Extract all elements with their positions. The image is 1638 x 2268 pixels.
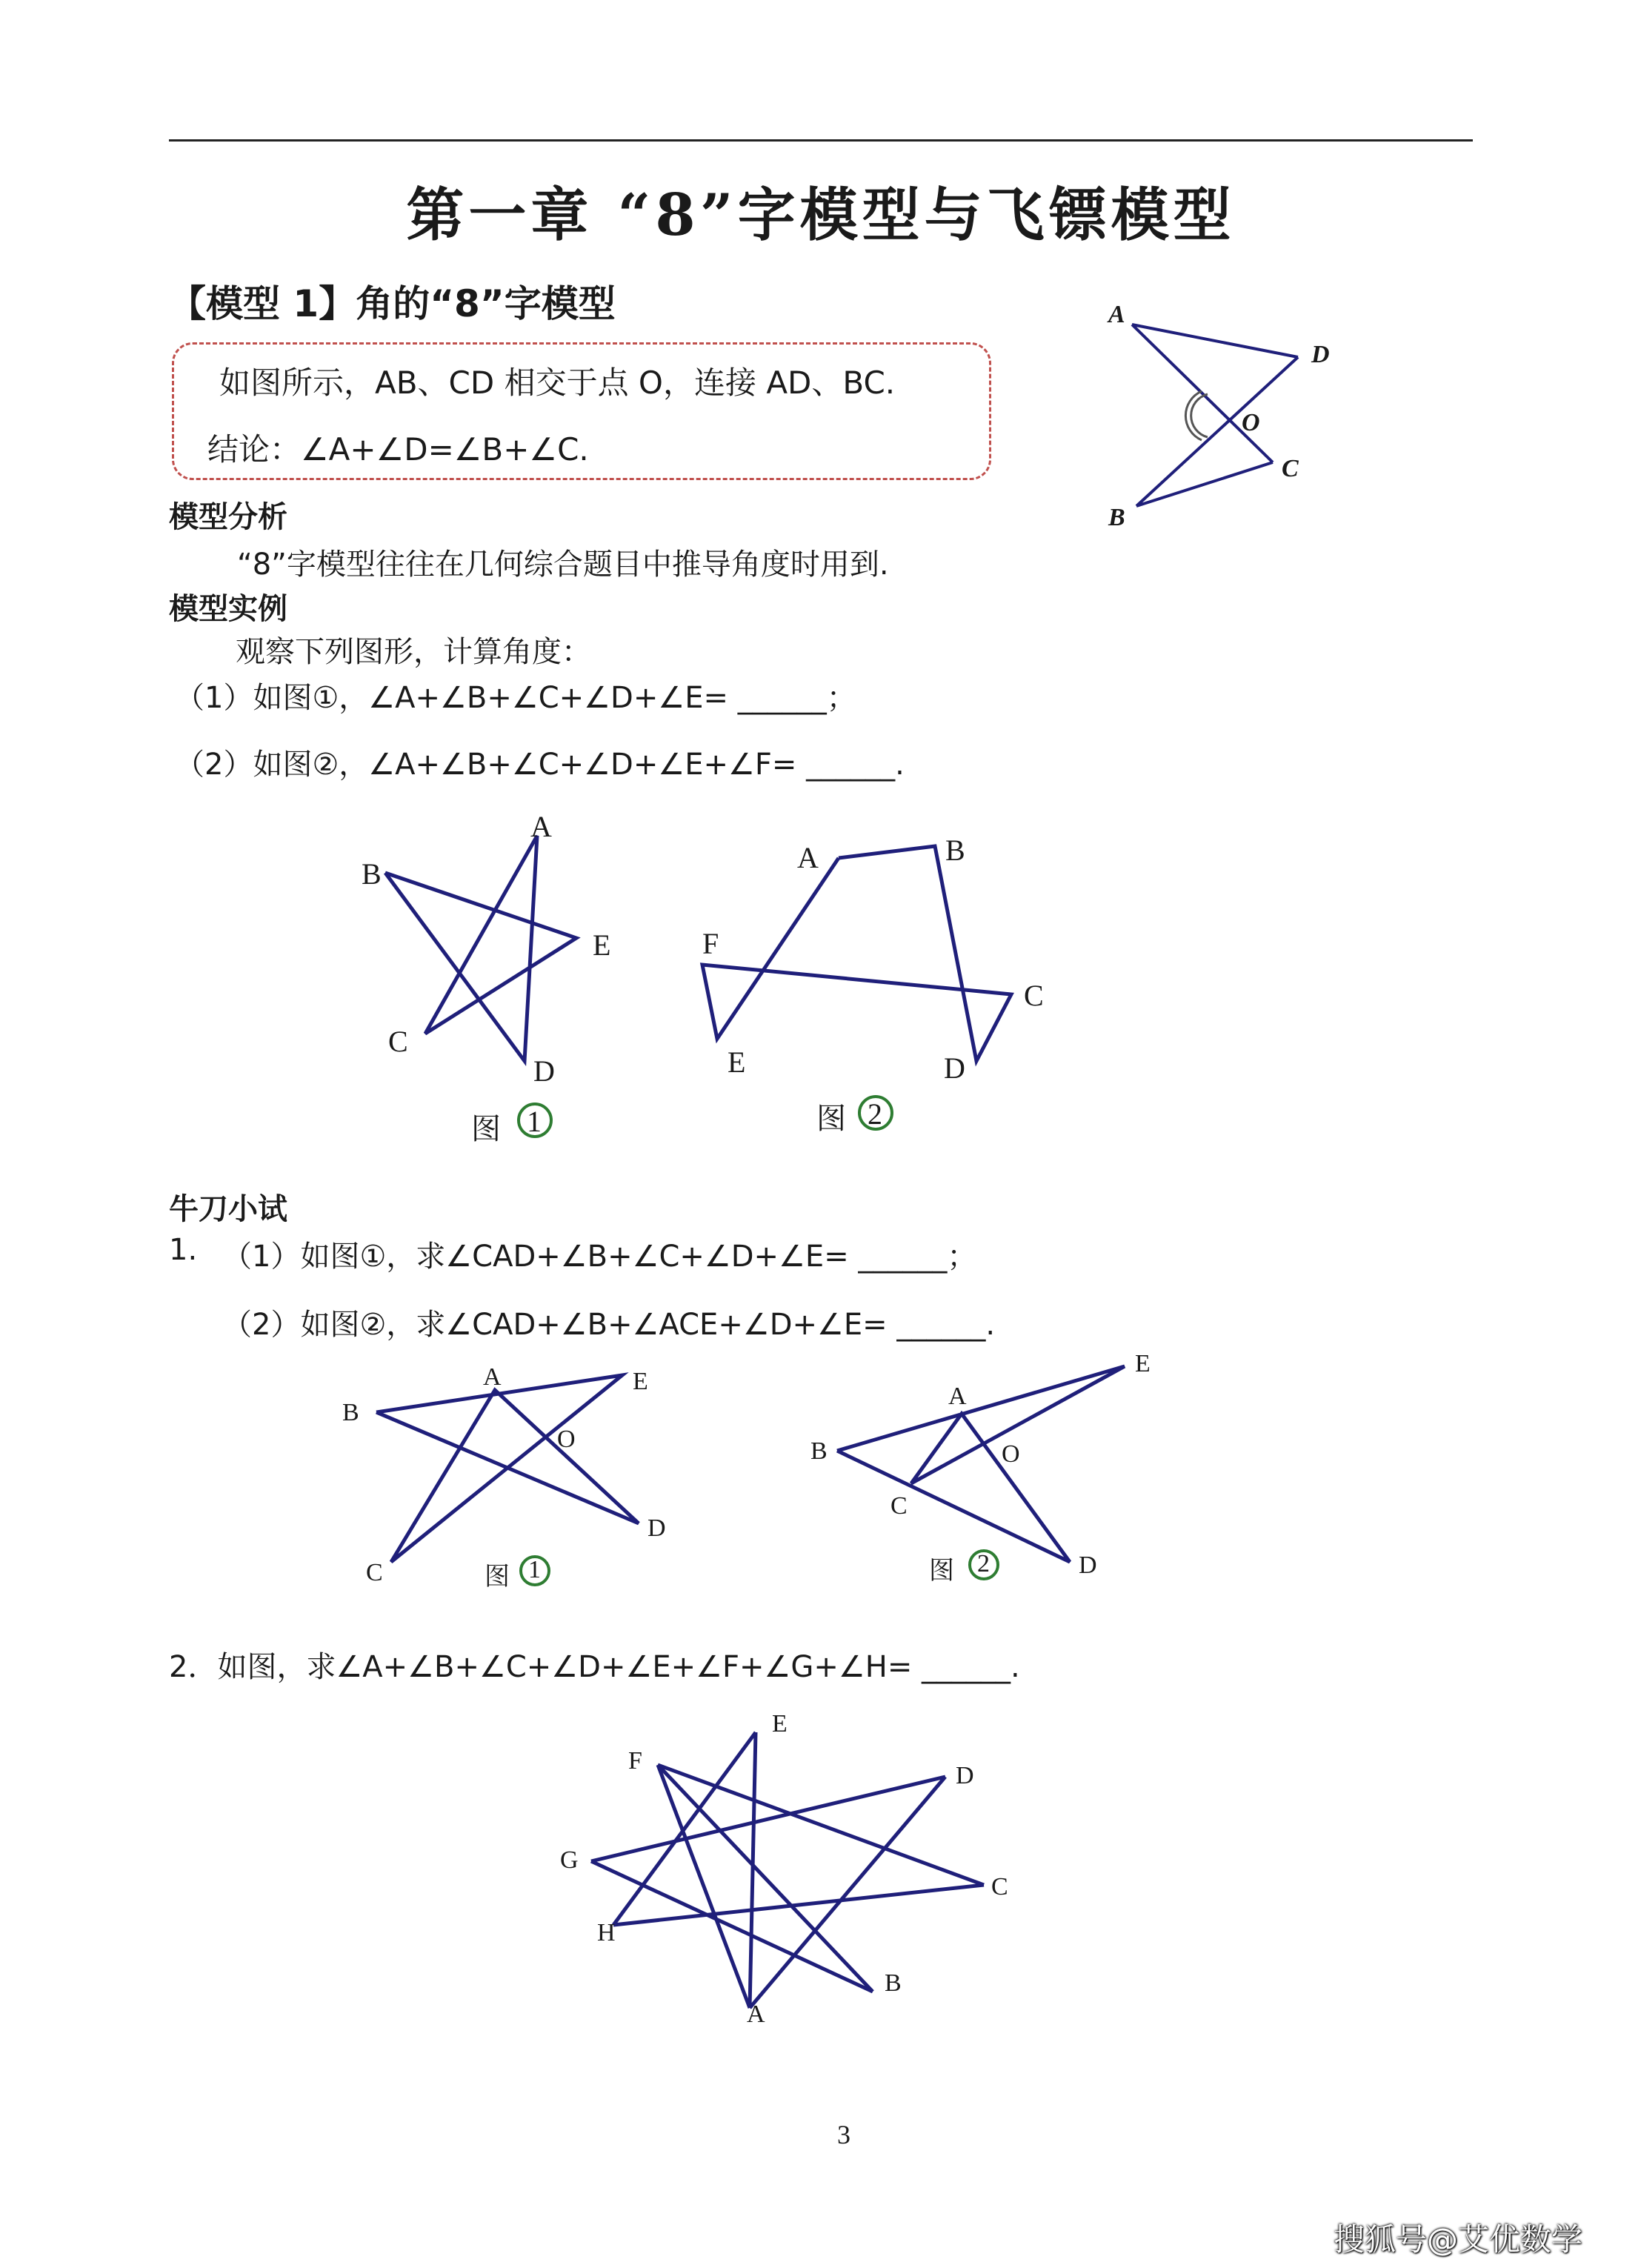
watermark: 搜狐号@艾优数学 — [1334, 2221, 1583, 2258]
p2-caption-num: 2 — [977, 1550, 990, 1577]
star8-segment-F-B — [658, 1765, 873, 1992]
star8-segment-F-C — [658, 1765, 984, 1885]
box-line-2: 结论：∠A+∠D=∠B+∠C. — [207, 431, 589, 468]
example-q1: （1）如图①，∠A+∠B+∠C+∠D+∠E= ______； — [175, 681, 856, 715]
practice-q2: （2）如图②，求∠CAD+∠B+∠ACE+∠D+∠E= ______. — [222, 1308, 996, 1342]
p2-label-A: A — [948, 1383, 967, 1410]
ex2-label-C: C — [1024, 979, 1044, 1012]
practice-heading: 牛刀小试 — [169, 1192, 287, 1226]
p2-label-O: O — [1002, 1440, 1020, 1468]
page-number: 3 — [837, 2120, 850, 2149]
p3-label-D: D — [956, 1762, 974, 1789]
p3-label-F: F — [628, 1747, 642, 1775]
p1-star-outline — [376, 1375, 639, 1562]
ex1-label-E: E — [593, 928, 611, 962]
practice-figure-3 — [591, 1732, 984, 2008]
practice-p2: 2．如图，求∠A+∠B+∠C+∠D+∠E+∠F+∠G+∠H= ______. — [169, 1650, 1020, 1684]
practice-number-1: 1. — [169, 1233, 198, 1267]
p3-label-C: C — [991, 1873, 1008, 1900]
m1-label-C: C — [1282, 455, 1299, 482]
model1-segment-C-B — [1136, 462, 1273, 506]
ex1-label-B: B — [362, 857, 382, 891]
example-q2: （2）如图②，∠A+∠B+∠C+∠D+∠E+∠F= ______. — [175, 748, 905, 782]
ex1-caption: 图 — [471, 1112, 501, 1145]
p1-label-B: B — [342, 1399, 359, 1426]
star8-segment-E-A — [750, 1732, 756, 2008]
p3-label-E: E — [772, 1710, 788, 1737]
star8-segment-G-B — [591, 1861, 873, 1992]
examples-heading: 模型实例 — [169, 592, 287, 626]
analysis-heading: 模型分析 — [169, 500, 287, 534]
p2-outline — [837, 1366, 1125, 1562]
ex2-caption: 图 — [816, 1102, 846, 1135]
p2-caption: 图 — [929, 1557, 954, 1585]
practice-figure-1 — [376, 1375, 639, 1562]
ex2-label-A: A — [797, 841, 819, 874]
p3-label-H: H — [597, 1919, 616, 1946]
p1-caption: 图 — [485, 1563, 510, 1591]
p1-label-O: O — [557, 1426, 576, 1453]
m1-label-B: B — [1108, 504, 1125, 531]
ex1-label-C: C — [388, 1025, 408, 1058]
p2-label-E: E — [1135, 1350, 1151, 1377]
practice-figure-2 — [837, 1366, 1125, 1562]
ex2-label-B: B — [945, 834, 965, 867]
model1-heading: 【模型 1】角的“8”字模型 — [169, 282, 616, 325]
p1-label-E: E — [633, 1368, 648, 1395]
model1-angle-arc-1 — [1191, 394, 1208, 437]
p3-label-A: A — [747, 2001, 765, 2028]
practice-q1: （1）如图①，求∠CAD+∠B+∠C+∠D+∠E= ______； — [222, 1240, 977, 1274]
ex2-caption-num: 2 — [868, 1097, 882, 1131]
analysis-text: “8”字模型往往在几何综合题目中推导角度时用到. — [237, 548, 889, 582]
p2-label-B: B — [810, 1437, 828, 1465]
p1-label-D: D — [647, 1514, 666, 1542]
ex2-star-outline — [702, 846, 1011, 1061]
example-figure-2 — [702, 846, 1011, 1061]
ex1-caption-num: 1 — [527, 1105, 542, 1138]
p1-label-A: A — [483, 1363, 502, 1391]
model1-figure — [1132, 325, 1298, 506]
box-line-1: 如图所示，AB、CD 相交于点 O，连接 AD、BC. — [219, 365, 896, 401]
model1-segment-A-D — [1132, 325, 1298, 357]
p1-caption-num: 1 — [528, 1556, 541, 1583]
example-figure-1 — [385, 836, 576, 1061]
ex2-label-E: E — [728, 1045, 746, 1079]
m1-label-A: A — [1108, 301, 1125, 328]
ex2-label-D: D — [944, 1051, 965, 1085]
p3-label-G: G — [560, 1846, 579, 1874]
ex2-label-F: F — [702, 927, 719, 960]
ex1-star-outline — [385, 836, 576, 1061]
star8-segment-G-D — [591, 1777, 945, 1861]
ex1-label-A: A — [530, 810, 552, 843]
examples-intro: 观察下列图形，计算角度： — [236, 635, 591, 669]
p2-label-C: C — [890, 1492, 908, 1520]
m1-label-D: D — [1311, 341, 1330, 368]
m1-label-O: O — [1242, 409, 1260, 436]
model1-segment-A-C — [1132, 325, 1273, 462]
p1-label-C: C — [366, 1559, 383, 1586]
chapter-title: 第一章 “8”字模型与飞镖模型 — [406, 182, 1236, 249]
p3-label-B: B — [885, 1969, 902, 1997]
ex1-label-D: D — [533, 1054, 555, 1088]
star8-segment-H-C — [613, 1885, 984, 1925]
p2-label-D: D — [1079, 1552, 1097, 1579]
model1-segment-D-B — [1136, 357, 1298, 506]
